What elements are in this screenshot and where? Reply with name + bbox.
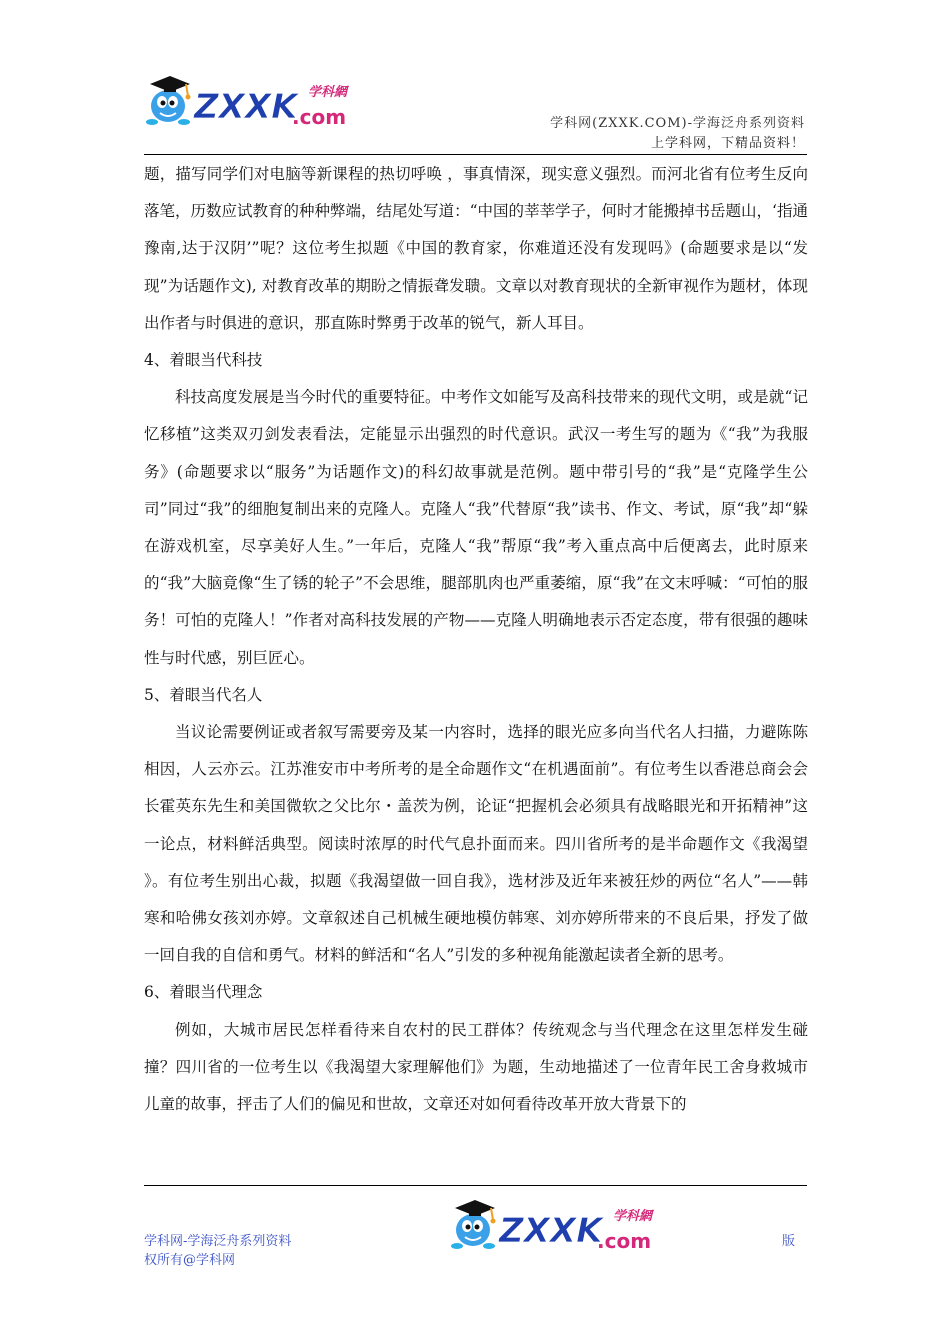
footer-right-text: 版 <box>782 1234 796 1249</box>
paragraph-celebrities: 当议论需要例证或者叙写需要旁及某一内容时，选择的眼光应多向当代名人扫描，力避陈陈相因，人云亦云。江苏淮安市中考所考的是全命题作文“在机遇面前”。有位考生以香港总商会会长霍英东先生和美国微软之父比尔・盖茨为例，论证“把握机会必须具有战略眼光和开拓精神”这一论点，材料鲜活典型。阅读时浓厚的时代气息扑面而来。四川省所考的是半命题作文《我渴望 》。有位考生别出心裁，拟题《我渴望做一回自我》，选材涉及近年来被狂炒的两位“名人”——韩寒和哈佛女孩刘亦婷。文章叙述自己机械生硬地模仿韩寒、刘亦婷所带来的不良后果，抒发了做一回自我的自信和勇气。材料的鲜活和“名人”引发的多种视角能激起读者全新的思考。 <box>144 723 808 965</box>
logo-cn: 学科網 <box>613 1209 653 1224</box>
article-body <box>144 156 808 1123</box>
header-line-2: 上学科网，下精品资料！ <box>650 136 805 151</box>
paragraph-concepts: 例如，大城市居民怎样看待来自农村的民工群体？传统观念与当代理念在这里怎样发生碰撞？四川省的一位考生以《我渴望大家理解他们》为题，生动地描述了一位青年民工舍身救城市儿童的故事，抨击了人们的偏见和世故，文章还对如何看待改革开放大背景下的 <box>144 1020 808 1114</box>
footer-line-1[interactable]: 学科网-学海泛舟系列资料 <box>144 1234 292 1249</box>
section-heading-6: 6、着眼当代理念 <box>144 983 263 1002</box>
header-divider <box>144 154 807 155</box>
footer-info <box>144 1232 291 1270</box>
zxxk-footer-logo <box>445 1190 670 1256</box>
logo-text: ZXXK <box>194 87 298 127</box>
footer-divider <box>144 1185 807 1186</box>
header-line-1: 学科网(ZXXK.COM)-学海泛舟系列资料 <box>550 116 805 131</box>
logo-domain: .com <box>597 1229 652 1253</box>
section-heading-5: 5、着眼当代名人 <box>144 685 263 704</box>
logo-cn: 学科網 <box>308 85 348 100</box>
logo-domain: .com <box>292 105 347 129</box>
logo-text: ZXXK <box>499 1211 603 1251</box>
footer-line-2[interactable]: 权所有@学科网 <box>144 1253 236 1268</box>
zxxk-logo <box>140 66 365 132</box>
mascot-icon <box>146 76 191 125</box>
section-heading-4: 4、着眼当代科技 <box>144 351 263 370</box>
paragraph-technology: 科技高度发展是当今时代的重要特征。中考作文如能写及高科技带来的现代文明，或是就“记忆移植”这类双刃剑发表看法，定能显示出强烈的时代意识。武汉一考生写的题为《“我”为我服务》(命题要求以“服务”为话题作文)的科幻故事就是范例。题中带引号的“我”是“克隆学生公司”同过“我”的细胞复制出来的克隆人。克隆人“我”代替原“我”读书、作文、考试，原“我”却“躲在游戏机室，尽享美好人生。”一年后，克隆人“我”帮原“我”考入重点高中后便离去，此时原来的“我”大脑竟像“生了锈的轮子”不会思维，腿部肌肉也严重萎缩，原“我”在文末呼喊：“可怕的服务！可怕的克隆人！”作者对高科技发展的产物——克隆人明确地表示否定态度，带有很强的趣味性与时代感，别巨匠心。 <box>144 388 808 667</box>
paragraph-continued: 题，描写同学们对电脑等新课程的热切呼唤 ，事真情深，现实意义强烈。而河北省有位考生反向落笔，历数应试教育的种种弊端，结尾处写道：“中国的莘莘学子，何时才能搬掉书岳题山，‘指通豫南,达于汉阴’”呢？这位考生拟题《中国的教育家，你难道还没有发现吗》(命题要求是以“发现”为话题作文), 对教育改革的期盼之情振聋发聩。文章以对教育现状的全新审视作为题材，体现出作者与时俱进的意识，那直陈时弊勇于改革的锐气，新人耳目。 <box>144 165 808 332</box>
header-info <box>550 114 805 154</box>
mascot-icon <box>451 1200 496 1249</box>
